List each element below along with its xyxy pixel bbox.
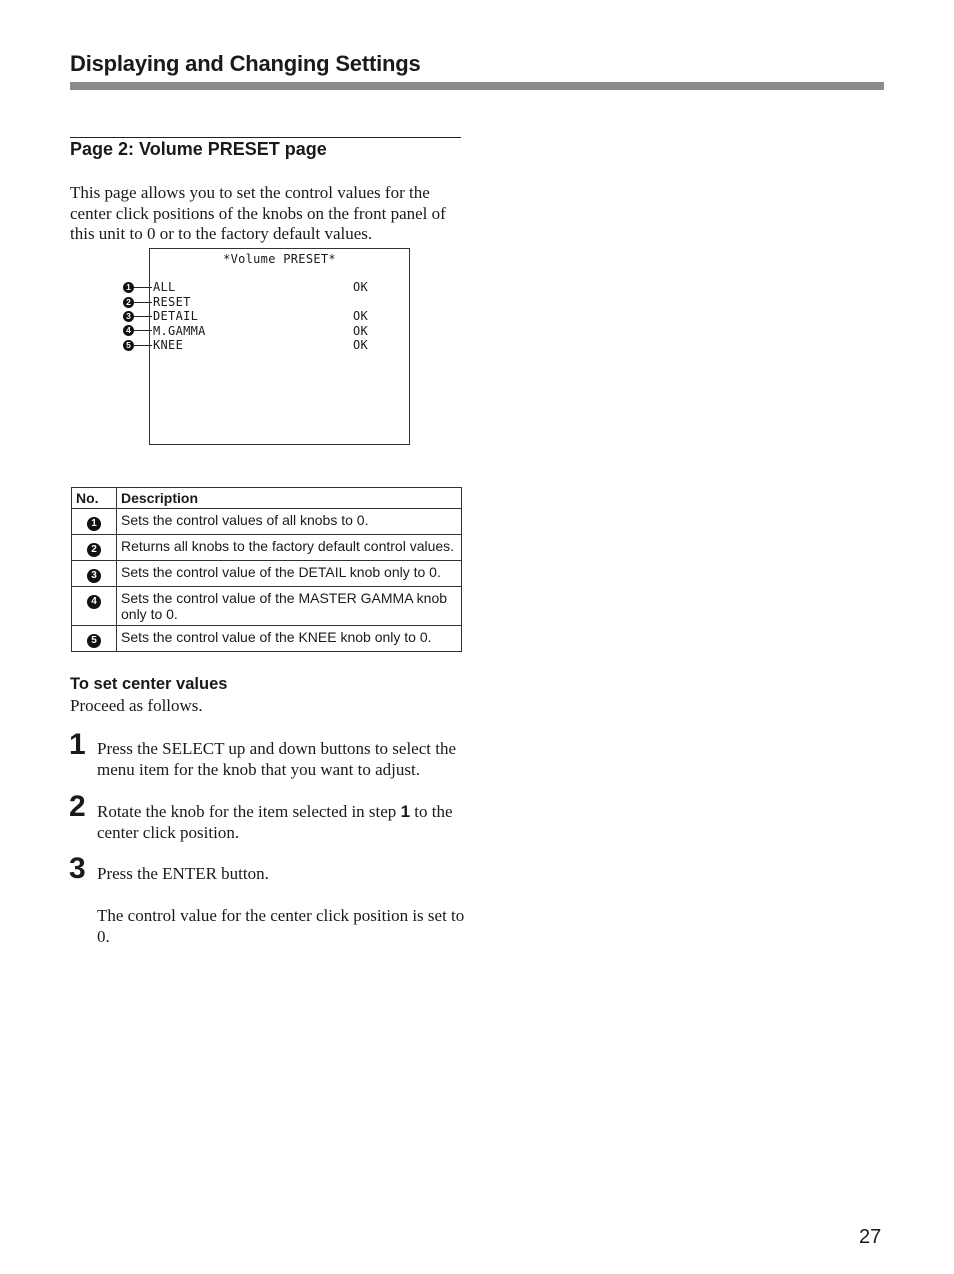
step-1-number: 1	[69, 728, 86, 761]
row-number: 1	[87, 517, 101, 531]
menu-item-detail-value: OK	[353, 309, 369, 323]
column-header-description: Description	[117, 488, 462, 509]
section-header-bar	[70, 82, 884, 90]
callout-2: 2	[123, 297, 134, 308]
row-description: Returns all knobs to the factory default control values.	[117, 535, 462, 561]
callout-4: 4	[123, 325, 134, 336]
table-header-row	[72, 488, 462, 509]
menu-item-m-gamma-value: OK	[353, 324, 369, 338]
menu-item-all-value: OK	[353, 280, 369, 294]
description-table	[71, 487, 462, 652]
step-3-number: 3	[69, 852, 86, 885]
row-number: 4	[87, 595, 101, 609]
subsection-rule	[70, 137, 461, 138]
row-description: Sets the control value of the DETAIL knob only to 0.	[117, 561, 462, 587]
table-row	[72, 509, 462, 535]
callout-1: 1	[123, 282, 134, 293]
menu-item-knee-value: OK	[353, 338, 369, 352]
row-number-cell	[72, 587, 117, 626]
row-number: 2	[87, 543, 101, 557]
intro-paragraph: This page allows you to set the control values for the center click positions of the knobs on the front panel of this unit to 0 or to the factory default values.	[70, 183, 446, 243]
row-description: Sets the control value of the MASTER GAMMA knob only to 0.	[117, 587, 462, 626]
section-title: Displaying and Changing Settings	[70, 51, 421, 76]
step-2-text-after: to the center click position.	[97, 802, 453, 842]
table-row	[72, 626, 462, 652]
step-2-number: 2	[69, 790, 86, 823]
menu-item-reset: RESET	[153, 295, 191, 309]
step-1-text: Press the SELECT up and down buttons to select the menu item for the knob that you want to adjust.	[97, 739, 457, 779]
menu-item-m-gamma: M.GAMMA	[153, 324, 206, 338]
menu-item-all: ALL	[153, 280, 176, 294]
subsection-title: Page 2: Volume PRESET page	[70, 139, 327, 159]
page-number: 27	[859, 1226, 882, 1248]
menu-item-detail: DETAIL	[153, 309, 199, 323]
row-number-cell	[72, 561, 117, 587]
table-row	[72, 587, 462, 626]
step-2-text-before: Rotate the knob for the item selected in step	[97, 802, 401, 821]
menu-screen	[149, 248, 410, 445]
callout-5: 5	[123, 340, 134, 351]
table-row	[72, 535, 462, 561]
procedure-heading: To set center values	[70, 675, 228, 693]
row-number-cell	[72, 535, 117, 561]
menu-item-knee: KNEE	[153, 338, 184, 352]
table-row	[72, 561, 462, 587]
procedure-intro: Proceed as follows.	[70, 696, 203, 715]
row-number-cell	[72, 509, 117, 535]
row-description: Sets the control value of the KNEE knob only to 0.	[117, 626, 462, 652]
step-3-text: Press the ENTER button.	[97, 864, 269, 883]
row-number-cell	[72, 626, 117, 652]
row-description: Sets the control values of all knobs to 0.	[117, 509, 462, 535]
row-number: 5	[87, 634, 101, 648]
column-header-no: No.	[72, 488, 117, 509]
step-3-note: The control value for the center click position is set to 0.	[97, 906, 465, 946]
step-2-step-ref: 1	[400, 802, 411, 821]
callout-3: 3	[123, 311, 134, 322]
step-2-text	[97, 801, 465, 843]
menu-screen-title: *Volume PRESET*	[223, 252, 336, 266]
row-number: 3	[87, 569, 101, 583]
